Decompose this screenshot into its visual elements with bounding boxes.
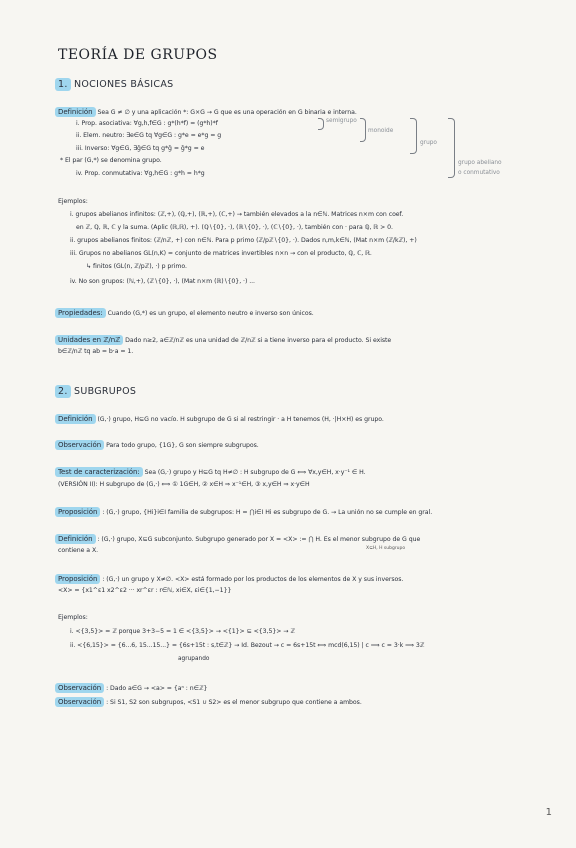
proposition-label: Proposición	[55, 574, 100, 584]
definition-label: Definición	[55, 414, 96, 424]
definition-3	[58, 534, 420, 544]
definition-text: Sea G ≠ ∅ y una aplicación *: G×G → G que es una operación en G binaria e interna.	[97, 109, 357, 116]
example-line: ii. grupos abelianos finitos: (ℤ/nℤ, +) con n∈ℕ. Para p primo (ℤ/pℤ∖{0}, ·). Dados n,m,k∈ℕ, (Mat n×m (ℤ/kℤ), +)	[70, 237, 417, 244]
proposition-label: Proposición	[55, 507, 100, 517]
unidades	[58, 335, 391, 345]
proposition-1	[58, 507, 432, 517]
observation-label: Observación	[55, 697, 104, 707]
section-number: 1.	[55, 78, 71, 91]
section-label: NOCIONES BÁSICAS	[74, 79, 174, 90]
proposition-text-1: : (G,·) un grupo y X≠∅. <X> está formado por los productos de los elementos de X y sus inversos.	[102, 576, 404, 583]
page-title: TEORÍA DE GRUPOS	[58, 47, 218, 63]
property-line: ii. Elem. neutro: ∃e∈G tq ∀g∈G : g*e = e*g = g	[76, 132, 222, 139]
test-text-1: Sea (G,·) grupo y H⊆G tq H≠∅ : H subgrupo de G ⟺ ∀x,y∈H, x·y⁻¹ ∈ H.	[144, 469, 366, 476]
example-line: i. <{3,5}> = ℤ porque 3+3−5 = 1 ∈ <{3,5}> → <{1}> ⊆ <{3,5}> → ℤ	[70, 628, 295, 635]
example-line: i. grupos abelianos infinitos: (ℤ,+), (ℚ,+), (ℝ,+), (ℂ,+) → también elevados a la n∈ℕ. Matrices n×m con coef.	[70, 211, 404, 218]
brace-note-grupo: grupo	[420, 140, 437, 146]
definition-label: Definición	[55, 534, 96, 544]
properties-text: Cuando (G,*) es un grupo, el elemento neutro e inverso son únicos.	[107, 310, 314, 317]
brace-note-semigrupo: semigrupo	[326, 118, 357, 124]
brace-semigrupo	[318, 118, 324, 130]
unidades-text-1: Dado n≥2, a∈ℤ/nℤ es una unidad de ℤ/nℤ si a tiene inverso para el producto. Si existe	[125, 337, 392, 344]
section-heading-2	[58, 385, 136, 398]
section-number: 2.	[55, 385, 71, 398]
observation-text: : Dado a∈G → <a> = {aⁿ : n∈ℤ}	[106, 685, 208, 692]
unidades-text-2: b∈ℤ/nℤ tq ab = b·a = 1.	[58, 348, 134, 355]
definition-text: (G,·) grupo, H⊆G no vacío. H subgrupo de G si al restringir · a H tenemos (H, ·|H×H) es grupo.	[97, 416, 384, 423]
examples-label: Ejemplos:	[58, 614, 88, 621]
definition-label: Definición	[55, 107, 96, 117]
proposition-2	[58, 574, 403, 584]
brace-note-abeliano: grupo abeliano	[458, 160, 502, 166]
properties-label: Propiedades:	[55, 308, 106, 318]
observation-text: : Si S1, S2 son subgrupos, <S1 ∪ S2> es el menor subgrupo que contiene a ambos.	[106, 699, 362, 706]
example-line: ↳ finitos (GL(n, ℤ/pℤ), ·) p primo.	[86, 263, 187, 270]
observation-label: Observación	[55, 440, 104, 450]
example-line: ii. <{6,15}> = {6...6, 15...15...} = {6s+15t : s,t∈ℤ} → Id. Bezout → c = 6s+15t ⟺ mcd(6,15) | c ⟹ c = 3·k ⟹ 3ℤ	[70, 642, 425, 649]
properties	[58, 308, 314, 318]
observation-1	[58, 440, 259, 450]
section-label: SUBGRUPOS	[74, 386, 137, 397]
observation-3	[58, 697, 362, 707]
property-line: iv. Prop. conmutativa: ∀g,h∈G : g*h = h*g	[76, 170, 205, 177]
brace-abeliano	[448, 118, 455, 178]
section-heading-1	[58, 78, 173, 91]
page-number: 1	[545, 807, 552, 818]
proposition-text: : (G,·) grupo, {Hi}i∈I familia de subgrupos: H = ⋂i∈I Hi es subgrupo de G. → La unión no se cumple en gral.	[102, 509, 433, 516]
brace-note-monoide: monoide	[368, 128, 394, 134]
definition-1	[58, 107, 357, 117]
brace-monoide	[360, 118, 366, 142]
agrupando-note: agrupando	[178, 656, 210, 662]
brace-note-conmutativo: o conmutativo	[458, 170, 500, 176]
unidades-label: Unidades en ℤ/nℤ	[55, 335, 123, 345]
test-label: Test de caracterización:	[55, 467, 143, 477]
definition-2	[58, 414, 384, 424]
example-line: en ℤ, ℚ, ℝ, ℂ y la suma. (Aplic (ℝ,ℝ), +). (ℚ∖{0}, ·), (ℝ∖{0}, ·), (ℂ∖{0}, ·), también con · para ℚ, ℝ > 0.	[76, 224, 393, 231]
property-line: i. Prop. asociativa: ∀g,h,f∈G : g*(h*f) = (g*h)*f	[76, 120, 218, 127]
definition-text-1: : (G,·) grupo, X⊆G subconjunto. Subgrupo generado por X = <X> := ⋂ H. Es el menor subgrupo de G que	[97, 536, 421, 543]
example-line: iv. No son grupos: (ℕ,+), (ℤ∖{0}, ·), (Mat n×m (ℝ)∖{0}, ·) ...	[70, 278, 255, 285]
property-line: iii. Inverso: ∀g∈G, ∃ḡ∈G tq g*ḡ = ḡ*g = e	[76, 145, 205, 152]
intersection-subscript: X⊆H, H subgrupo	[366, 546, 406, 551]
proposition-text-2: <X> = {x1^ε1 x2^ε2 ··· xr^εr : r∈ℕ, xi∈X, εi∈{1,−1}}	[58, 587, 232, 594]
definition-text-2: contiene a X.	[58, 547, 99, 554]
brace-grupo	[410, 118, 417, 154]
examples-label: Ejemplos:	[58, 198, 88, 205]
observation-2	[58, 683, 207, 693]
property-line: * El par (G,*) se denomina grupo.	[60, 157, 162, 164]
test-caracterizacion	[58, 467, 366, 477]
test-text-2: (VERSIÓN II): H subgrupo de (G,·) ⟺ ① 1G∈H, ② x∈H ⇒ x⁻¹∈H, ③ x,y∈H ⇒ x·y∈H	[58, 481, 310, 488]
observation-text: Para todo grupo, {1G}, G son siempre subgrupos.	[106, 442, 259, 449]
observation-label: Observación	[55, 683, 104, 693]
example-line: iii. Grupos no abelianos GL(n,K) = conjunto de matrices invertibles n×n → con el producto, ℚ, ℂ, ℝ.	[70, 250, 372, 257]
